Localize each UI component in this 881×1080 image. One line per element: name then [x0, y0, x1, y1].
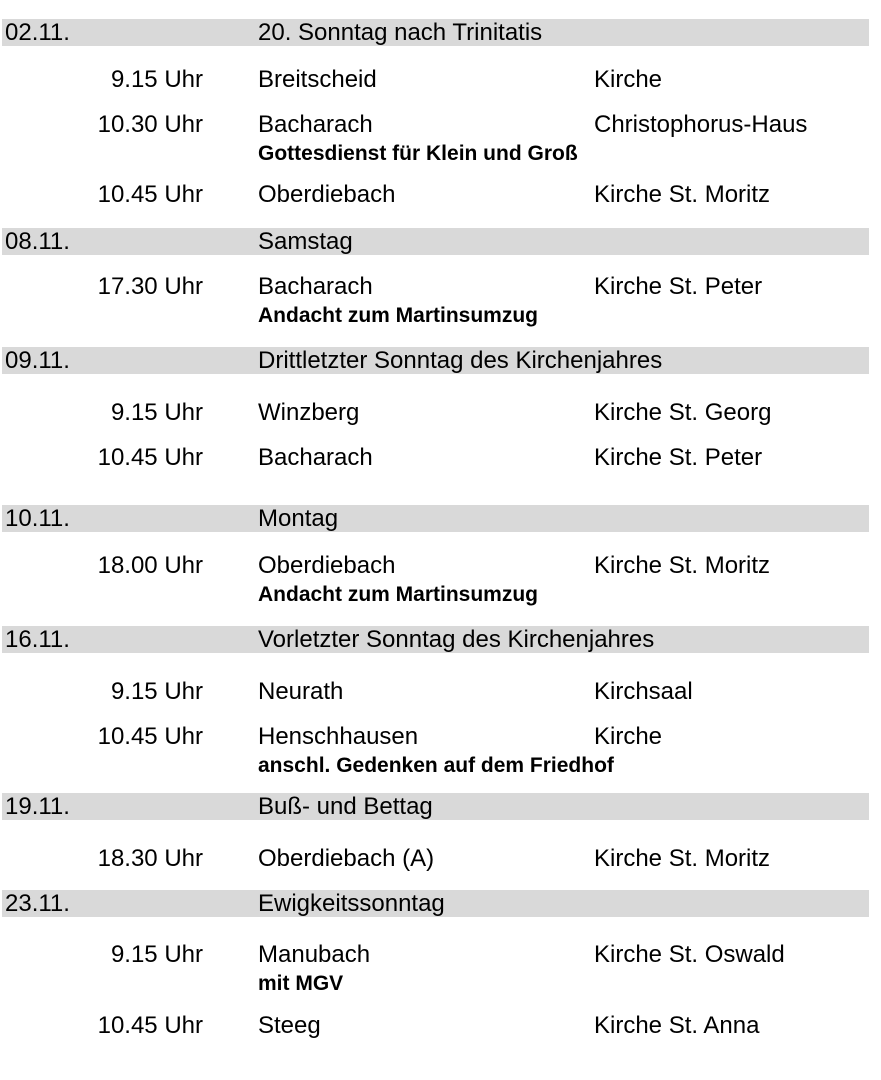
day-header [2, 793, 869, 820]
service-venue: Kirche St. Moritz [594, 552, 771, 579]
service-time: 17.30 Uhr [97, 273, 203, 300]
service-venue: Kirche St. Peter [594, 273, 763, 300]
service-venue: Kirche [594, 66, 663, 93]
service-place: Henschhausen [258, 723, 419, 750]
day-title: Ewigkeitssonntag [258, 890, 445, 917]
service-place: Manubach [258, 941, 371, 968]
day-header [2, 505, 869, 532]
day-date: 16.11. [5, 626, 70, 653]
service-place: Winzberg [258, 399, 360, 426]
day-title: Vorletzter Sonntag des Kirchenjahres [258, 626, 655, 653]
service-venue: Kirche St. Oswald [594, 941, 785, 968]
service-time: 10.30 Uhr [97, 111, 203, 138]
service-time: 10.45 Uhr [97, 444, 203, 471]
service-note: Gottesdienst für Klein und Groß [258, 142, 578, 165]
service-place: Oberdiebach [258, 552, 396, 579]
service-time: 18.30 Uhr [97, 845, 203, 872]
service-place: Bacharach [258, 111, 373, 138]
service-venue: Christophorus-Haus [594, 111, 808, 138]
service-time: 9.15 Uhr [110, 66, 203, 93]
service-time: 18.00 Uhr [97, 552, 203, 579]
service-time: 9.15 Uhr [110, 941, 203, 968]
service-time: 10.45 Uhr [97, 1012, 203, 1039]
day-date: 08.11. [5, 228, 70, 255]
service-time: 10.45 Uhr [97, 723, 203, 750]
service-time: 9.15 Uhr [110, 399, 203, 426]
day-title: Drittletzter Sonntag des Kirchenjahres [258, 347, 663, 374]
service-venue: Kirche [594, 723, 663, 750]
service-place: Oberdiebach [258, 181, 396, 208]
service-note: Andacht zum Martinsumzug [258, 304, 539, 327]
service-note: Andacht zum Martinsumzug [258, 583, 539, 606]
service-place: Oberdiebach (A) [258, 845, 435, 872]
service-venue: Kirchsaal [594, 678, 693, 705]
service-venue: Kirche St. Moritz [594, 181, 771, 208]
service-place: Bacharach [258, 444, 373, 471]
day-title: Samstag [258, 228, 353, 255]
day-date: 23.11. [5, 890, 70, 917]
service-time: 10.45 Uhr [97, 181, 203, 208]
service-time: 9.15 Uhr [110, 678, 203, 705]
day-date: 10.11. [5, 505, 70, 532]
day-title: 20. Sonntag nach Trinitatis [258, 19, 543, 46]
service-place: Breitscheid [258, 66, 377, 93]
service-venue: Kirche St. Anna [594, 1012, 760, 1039]
service-venue: Kirche St. Moritz [594, 845, 771, 872]
day-header [2, 228, 869, 255]
service-place: Steeg [258, 1012, 321, 1039]
day-title: Buß- und Bettag [258, 793, 433, 820]
service-note: mit MGV [258, 972, 344, 995]
day-date: 09.11. [5, 347, 70, 374]
service-venue: Kirche St. Peter [594, 444, 763, 471]
service-place: Neurath [258, 678, 344, 705]
service-note: anschl. Gedenken auf dem Friedhof [258, 754, 614, 777]
day-date: 19.11. [5, 793, 70, 820]
service-place: Bacharach [258, 273, 373, 300]
service-venue: Kirche St. Georg [594, 399, 772, 426]
day-title: Montag [258, 505, 339, 532]
day-date: 02.11. [5, 19, 70, 46]
